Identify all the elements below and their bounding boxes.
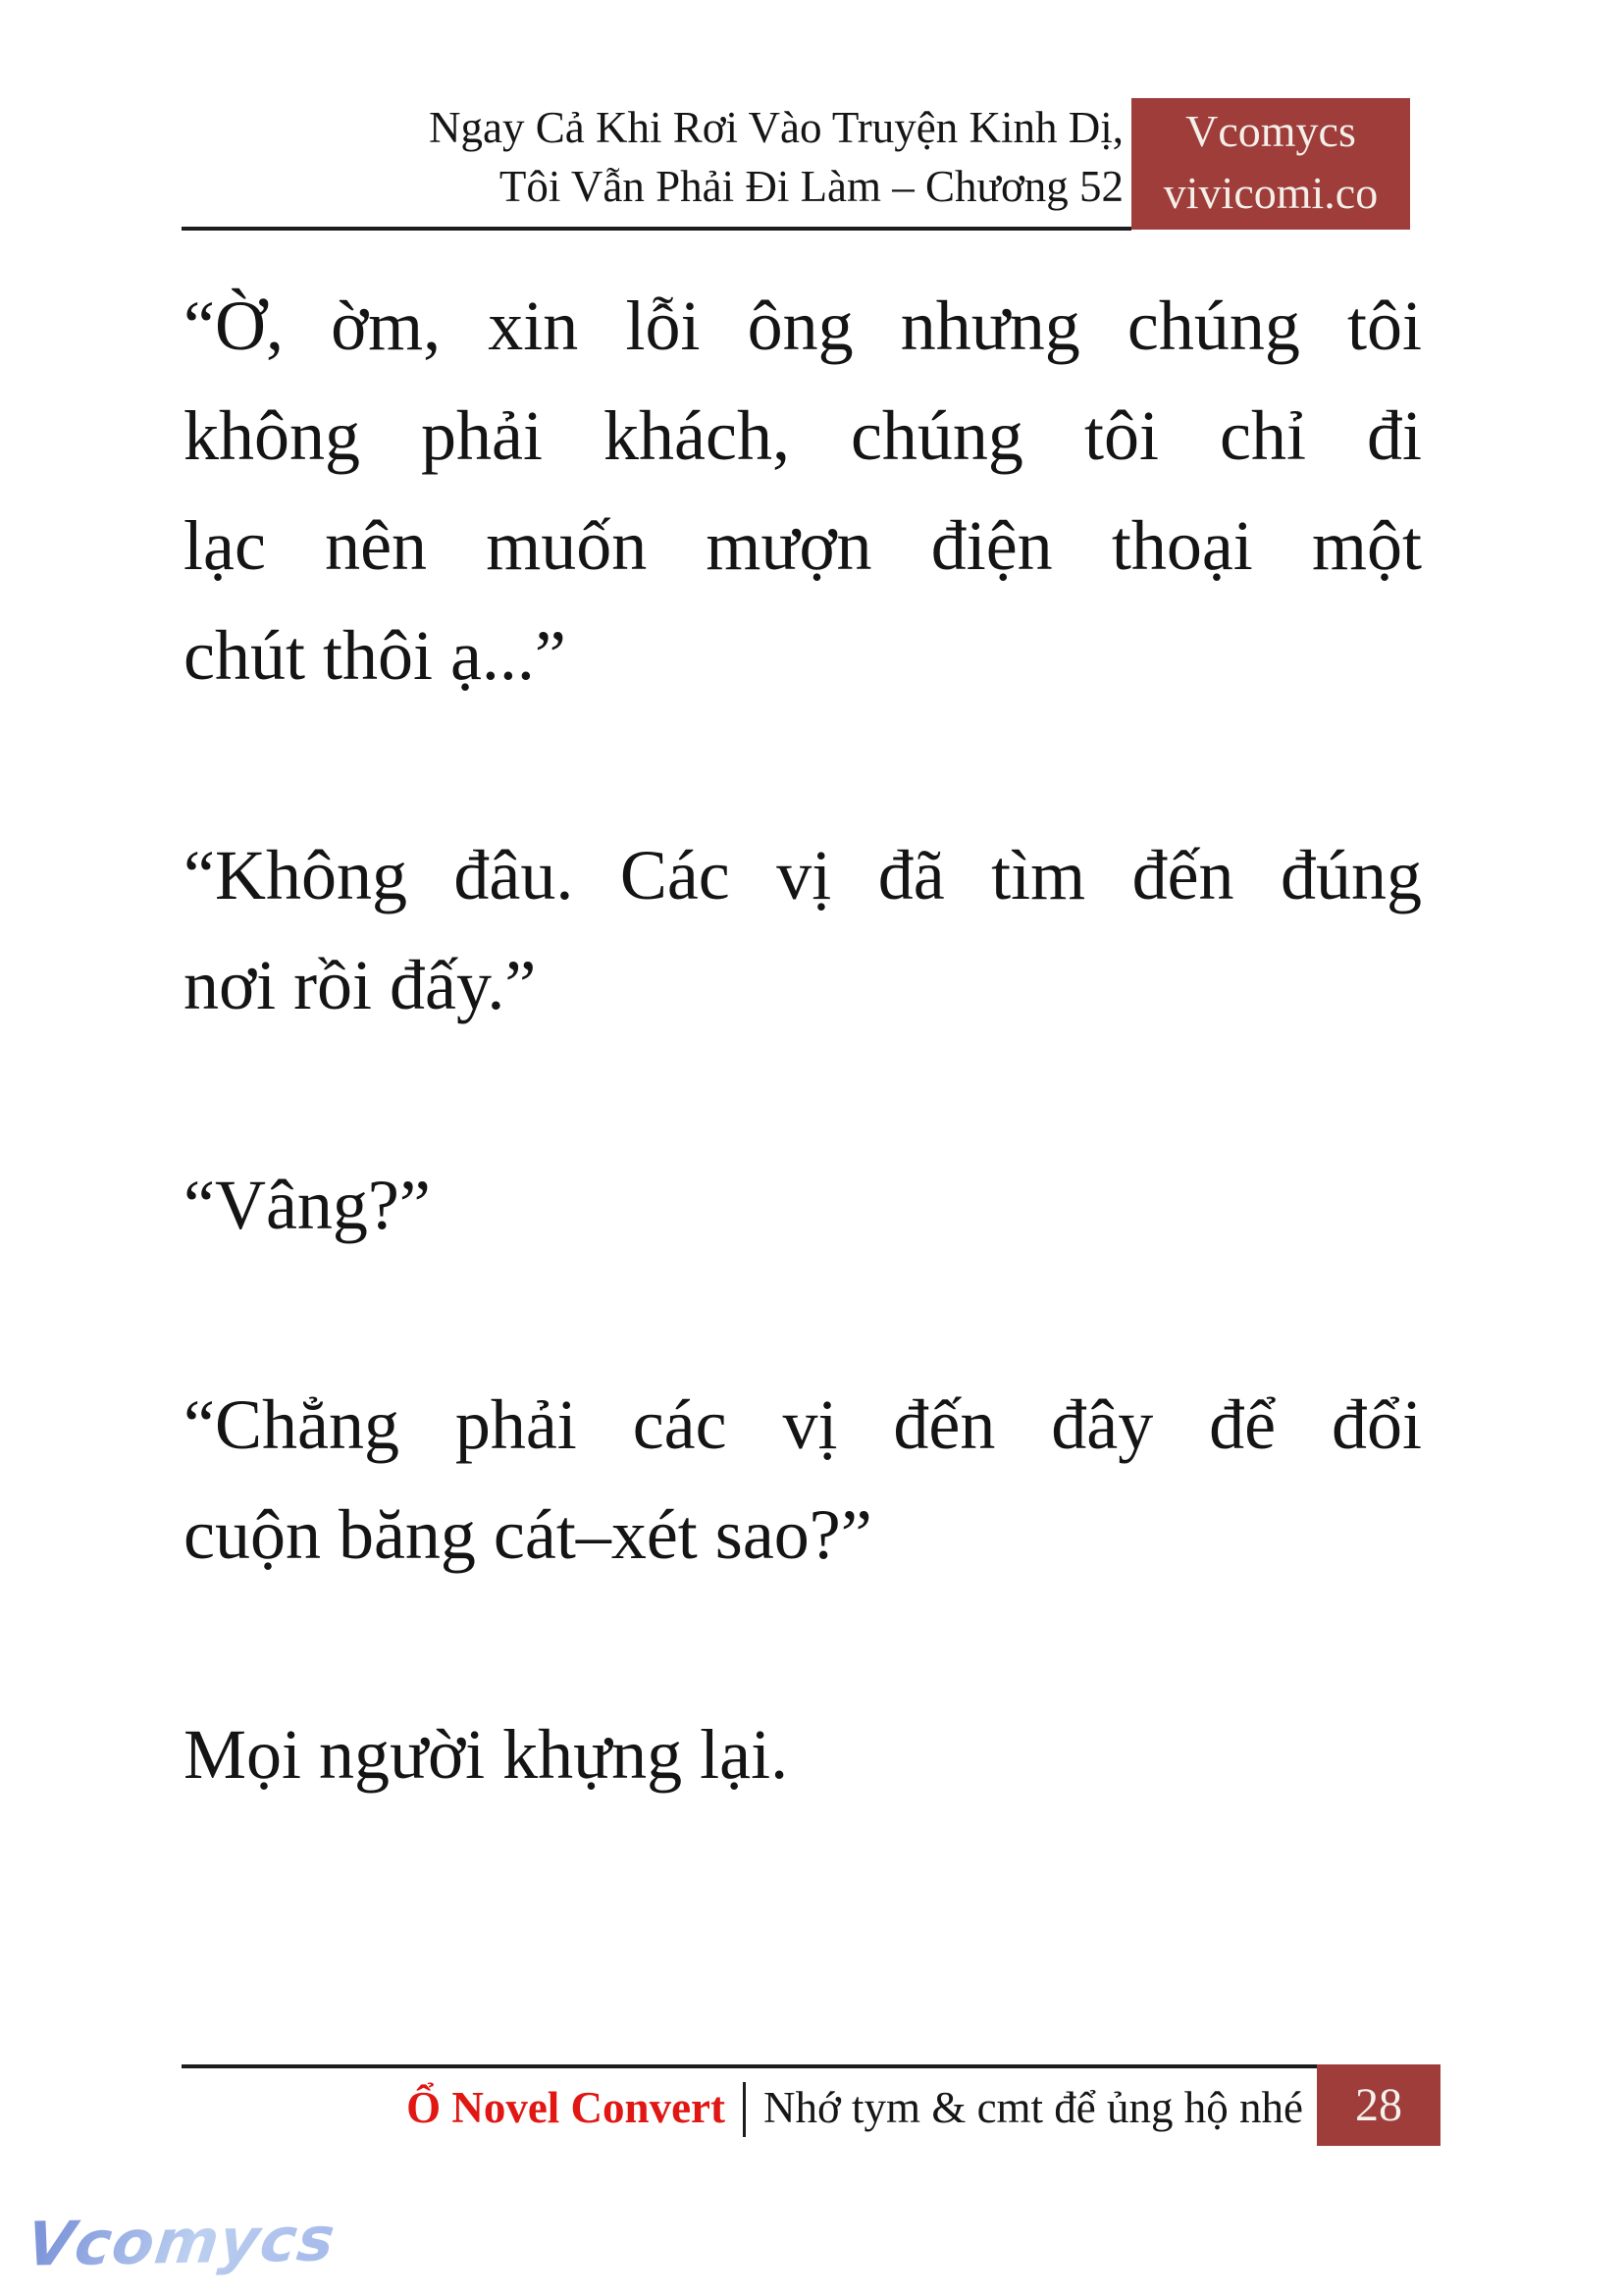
paragraph bbox=[183, 1370, 1422, 1590]
chapter-title-line1: Ngay Cả Khi Rơi Vào Truyện Kinh Dị, bbox=[429, 103, 1124, 152]
paragraph bbox=[183, 1150, 1422, 1260]
brand-name: Vcomycs bbox=[1185, 106, 1356, 156]
brand-site: vivicomi.co bbox=[1163, 168, 1379, 218]
body-line: nơi rồi đấy.” bbox=[183, 946, 537, 1024]
page-number-box bbox=[1317, 2064, 1441, 2146]
footer-divider bbox=[182, 2064, 1317, 2068]
body-line: “Ờ, ờm, xin lỗi ông nhưng chúng tôi bbox=[183, 287, 1422, 365]
body-line: Mọi người khựng lại. bbox=[183, 1715, 789, 1794]
body-line: không phải khách, chúng tôi chỉ đi bbox=[183, 396, 1422, 475]
paragraph bbox=[183, 820, 1422, 1040]
brand-box bbox=[1131, 98, 1410, 230]
chapter-title-line2: Tôi Vẫn Phải Đi Làm – Chương 52 bbox=[498, 162, 1124, 211]
body-line: “Vâng?” bbox=[183, 1166, 431, 1244]
body-line: “Chẳng phải các vị đến đây để đổi bbox=[183, 1385, 1422, 1464]
footer-brand: Ổ Novel Convert bbox=[406, 2083, 726, 2132]
story-text bbox=[183, 271, 1422, 1809]
paragraph bbox=[183, 1699, 1422, 1809]
vcomycs-watermark-logo: Vcomycs bbox=[23, 2203, 340, 2280]
body-line: lạc nên muốn mượn điện thoại một bbox=[183, 506, 1422, 585]
body-line: cuộn băng cát–xét sao?” bbox=[183, 1495, 872, 1574]
paragraph bbox=[183, 271, 1422, 710]
footer-credit bbox=[406, 2076, 1303, 2143]
body-line: chút thôi ạ...” bbox=[183, 616, 566, 695]
footer-separator bbox=[743, 2082, 746, 2137]
page-number: 28 bbox=[1355, 2079, 1402, 2131]
chapter-title bbox=[429, 98, 1124, 216]
footer-message: Nhớ tym & cmt để ủng hộ nhé bbox=[763, 2083, 1303, 2132]
body-line: “Không đâu. Các vị đã tìm đến đúng bbox=[183, 836, 1422, 914]
header-divider bbox=[182, 227, 1131, 231]
